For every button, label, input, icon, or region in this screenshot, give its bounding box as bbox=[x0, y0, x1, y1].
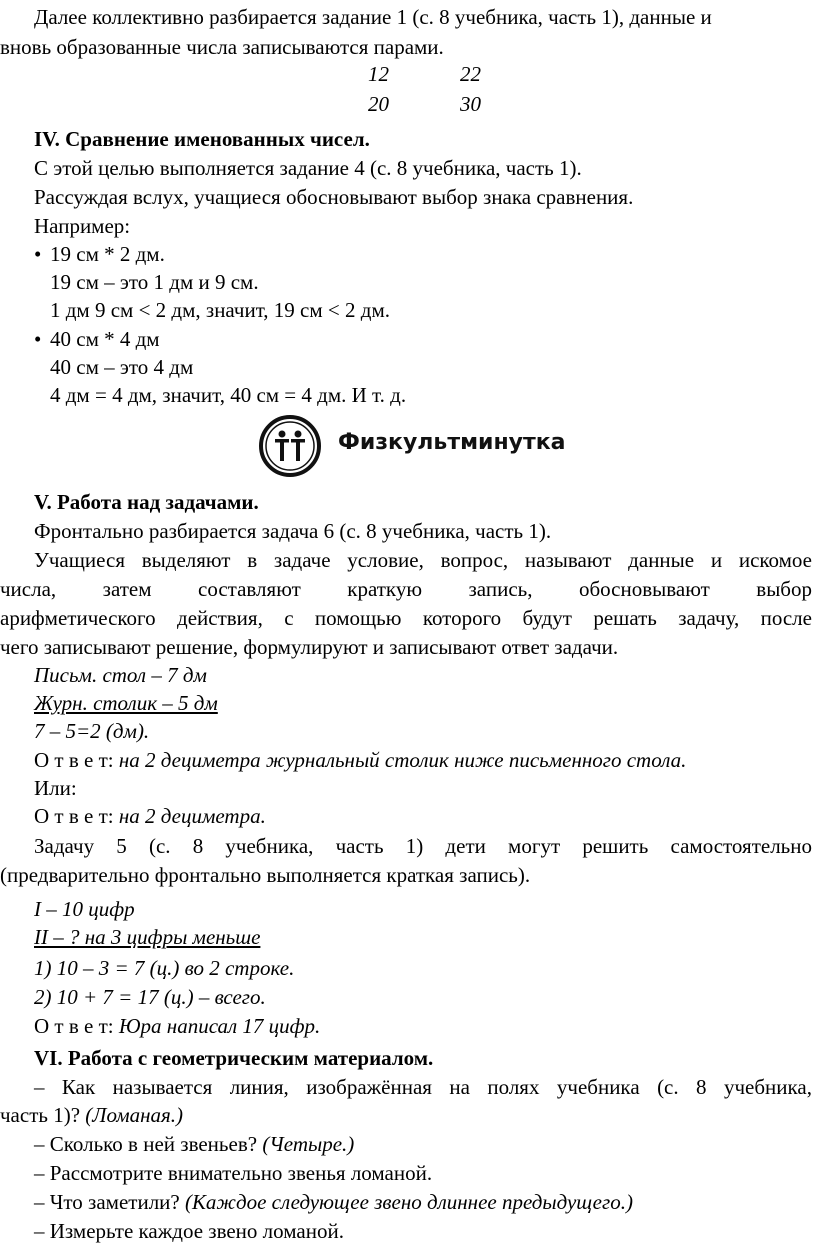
section-heading: V. Работа над задачами. bbox=[34, 490, 259, 514]
question-text: часть 1)? bbox=[0, 1103, 86, 1127]
text-line: Рассуждая вслух, учащиеся обосновывают выбор знака сравнения. bbox=[34, 185, 634, 209]
number-pair-a: 12 bbox=[368, 62, 389, 86]
answer-line bbox=[34, 1013, 320, 1039]
paragraph-line: Задачу 5 (с. 8 учебника, часть 1) дети могут решить самостоятельно bbox=[34, 834, 812, 858]
text-line: С этой целью выполняется задание 4 (с. 8 учебника, часть 1). bbox=[34, 156, 582, 180]
number-pair-a: 20 bbox=[368, 92, 389, 116]
bullet-icon: • bbox=[34, 327, 42, 351]
question-text: – Что заметили? bbox=[34, 1190, 185, 1214]
answer-label: О т в е т: bbox=[34, 1014, 114, 1038]
text-line: Или: bbox=[34, 776, 77, 800]
answer-line bbox=[34, 747, 686, 773]
paragraph-line: чего записывают решение, формулируют и записывают ответ задачи. bbox=[0, 635, 619, 659]
banner-title: Физкультминутка bbox=[338, 430, 566, 455]
answer-label: О т в е т: bbox=[34, 804, 114, 828]
bullet-icon: • bbox=[34, 242, 42, 266]
text-line: вновь образованные числа записываются парами. bbox=[0, 35, 444, 59]
section-heading: VI. Работа с геометрическим материалом. bbox=[34, 1046, 434, 1070]
answer-text: Юра написал 17 цифр. bbox=[118, 1014, 321, 1038]
answer-label: О т в е т: bbox=[34, 748, 114, 772]
example-line: 4 дм = 4 дм, значит, 40 см = 4 дм. И т. д. bbox=[50, 383, 407, 407]
example-line: 40 см – это 4 дм bbox=[50, 355, 194, 379]
question-line bbox=[34, 1131, 354, 1157]
solution-line: 1) 10 – 3 = 7 (ц.) во 2 строке. bbox=[34, 956, 295, 980]
short-note: I – 10 цифр bbox=[34, 897, 135, 921]
example-line: 40 см * 4 дм bbox=[50, 327, 160, 351]
example-line: 19 см – это 1 дм и 9 см. bbox=[50, 270, 259, 294]
answer-line bbox=[34, 803, 266, 829]
paragraph-line: Учащиеся выделяют в задаче условие, вопрос, называют данные и искомое bbox=[34, 548, 812, 572]
section-heading: IV. Сравнение именованных чисел. bbox=[34, 127, 370, 151]
example-line: 19 см * 2 дм. bbox=[50, 242, 165, 266]
question-line: – Рассмотрите внимательно звенья ломаной. bbox=[34, 1161, 433, 1185]
question-text: – Сколько в ней звеньев? bbox=[34, 1132, 263, 1156]
paragraph-line bbox=[0, 1102, 183, 1128]
paragraph-line: – Как называется линия, изображённая на полях учебника (с. 8 учебника, bbox=[34, 1075, 812, 1099]
physical-break-banner bbox=[258, 414, 566, 478]
solution-line: 7 – 5=2 (дм). bbox=[34, 719, 150, 743]
text-line: Например: bbox=[34, 214, 131, 238]
number-pair-b: 30 bbox=[460, 92, 481, 116]
short-note: Журн. столик – 5 дм bbox=[34, 691, 218, 715]
number-pair-b: 22 bbox=[460, 62, 481, 86]
short-note: Письм. стол – 7 дм bbox=[34, 663, 207, 687]
paragraph-line: числа, затем составляют краткую запись, обосновывают выбор bbox=[0, 577, 812, 601]
expected-answer: (Каждое следующее звено длиннее предыдущего.) bbox=[184, 1190, 633, 1214]
example-line: 1 дм 9 см < 2 дм, значит, 19 см < 2 дм. bbox=[50, 298, 390, 322]
answer-text: на 2 дециметра журнальный столик ниже письменного стола. bbox=[118, 748, 687, 772]
question-line bbox=[34, 1189, 633, 1215]
question-line: – Измерьте каждое звено ломаной. bbox=[34, 1219, 344, 1243]
short-note: II – ? на 3 цифры меньше bbox=[34, 925, 261, 949]
paragraph-line: (предварительно фронтально выполняется краткая запись). bbox=[0, 863, 531, 887]
text-line: Далее коллективно разбирается задание 1 (с. 8 учебника, часть 1), данные и bbox=[34, 5, 712, 29]
two-figures-circle-icon bbox=[258, 414, 322, 478]
answer-text: на 2 дециметра. bbox=[118, 804, 266, 828]
paragraph-line: арифметического действия, с помощью которого будут решать задачу, после bbox=[0, 606, 812, 630]
expected-answer: (Ломаная.) bbox=[85, 1103, 184, 1127]
text-line: Фронтально разбирается задача 6 (с. 8 учебника, часть 1). bbox=[34, 519, 552, 543]
solution-line: 2) 10 + 7 = 17 (ц.) – всего. bbox=[34, 985, 266, 1009]
expected-answer: (Четыре.) bbox=[262, 1132, 355, 1156]
